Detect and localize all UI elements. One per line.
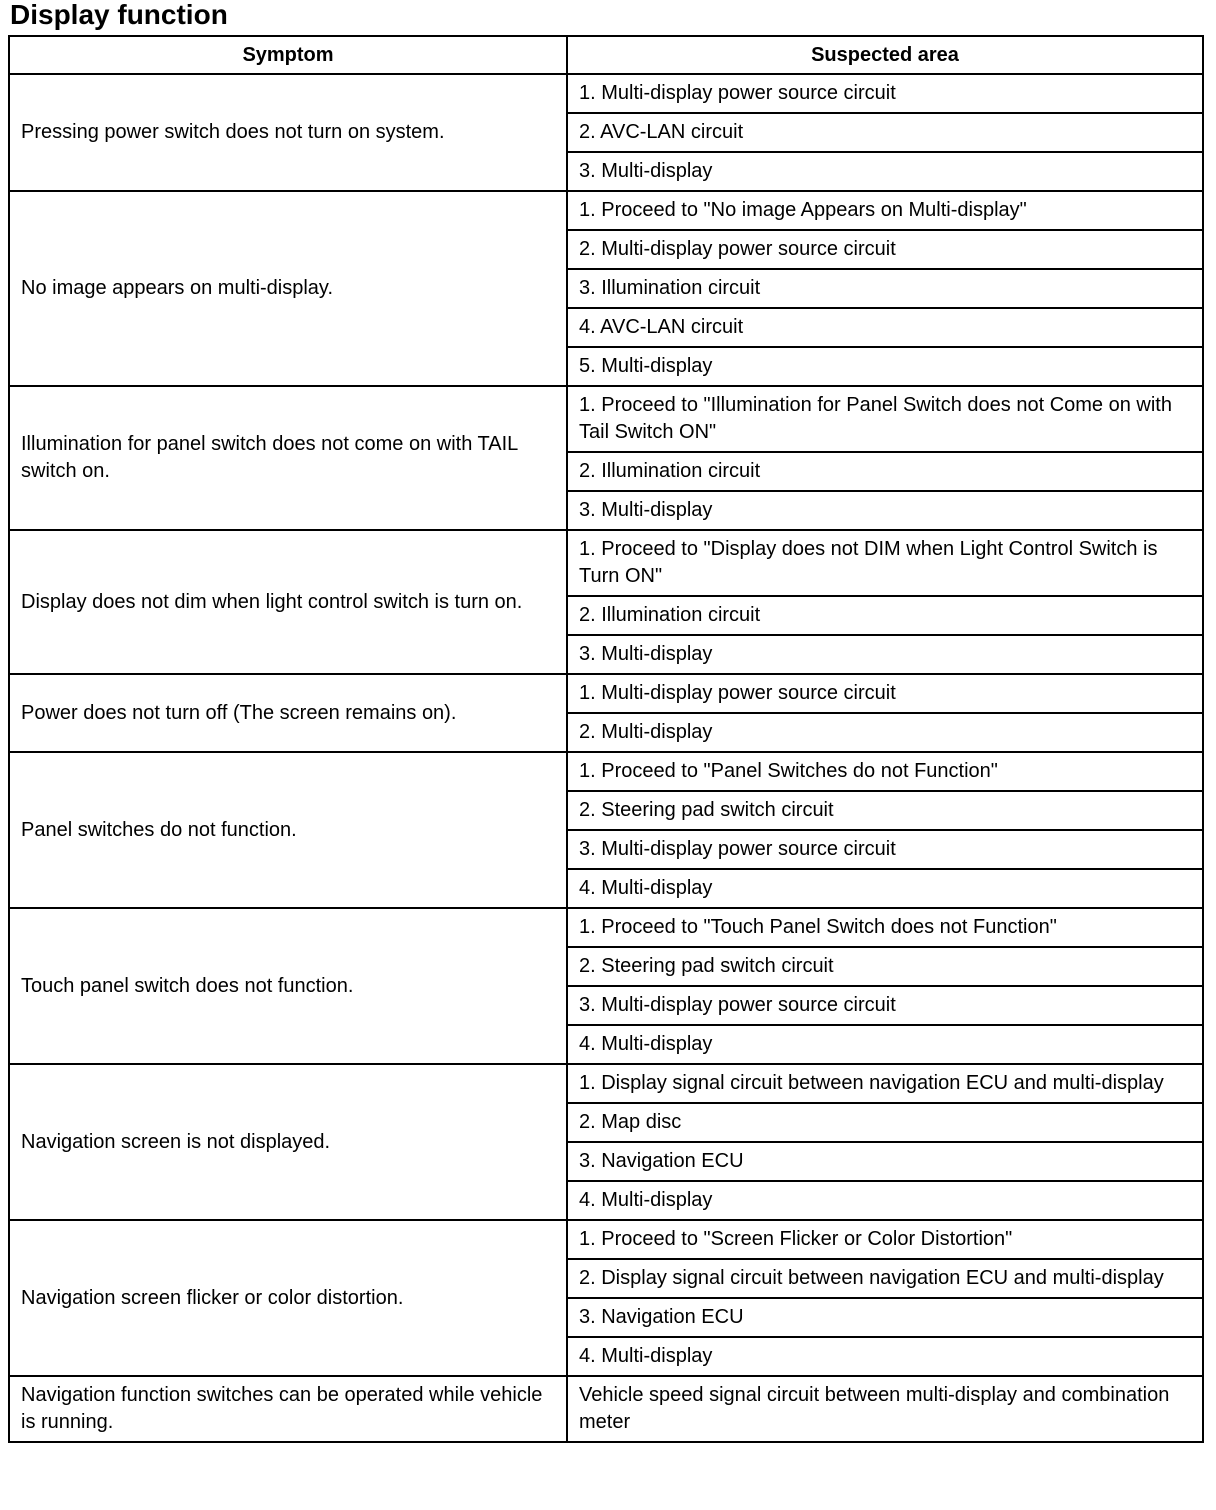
table-body: [9, 74, 1203, 1442]
symptom-cell: Touch panel switch does not function.: [9, 908, 567, 1064]
suspected-area-cell: 1. Proceed to "Touch Panel Switch does not Function": [567, 908, 1203, 947]
suspected-area-column-header: Suspected area: [567, 36, 1203, 74]
suspected-area-cell: 3. Multi-display: [567, 491, 1203, 530]
suspected-area-cell: 1. Proceed to "No image Appears on Multi-display": [567, 191, 1203, 230]
symptom-cell: Navigation screen flicker or color distortion.: [9, 1220, 567, 1376]
suspected-area-cell: 2. Display signal circuit between navigation ECU and multi-display: [567, 1259, 1203, 1298]
table-row: [9, 386, 1203, 452]
suspected-area-cell: 2. Steering pad switch circuit: [567, 791, 1203, 830]
suspected-area-cell: 4. Multi-display: [567, 869, 1203, 908]
symptom-cell: Panel switches do not function.: [9, 752, 567, 908]
suspected-area-cell: 2. Multi-display: [567, 713, 1203, 752]
table-row: [9, 191, 1203, 230]
table-row: [9, 530, 1203, 596]
table-header-row: [9, 36, 1203, 74]
suspected-area-cell: 3. Multi-display: [567, 152, 1203, 191]
suspected-area-cell: 3. Navigation ECU: [567, 1298, 1203, 1337]
suspected-area-cell: 2. Illumination circuit: [567, 596, 1203, 635]
suspected-area-cell: 5. Multi-display: [567, 347, 1203, 386]
suspected-area-cell: 2. Steering pad switch circuit: [567, 947, 1203, 986]
suspected-area-cell: 1. Multi-display power source circuit: [567, 74, 1203, 113]
table-row: [9, 674, 1203, 713]
suspected-area-cell: 1. Proceed to "Display does not DIM when Light Control Switch is Turn ON": [567, 530, 1203, 596]
suspected-area-cell: 4. Multi-display: [567, 1025, 1203, 1064]
suspected-area-cell: 3. Navigation ECU: [567, 1142, 1203, 1181]
suspected-area-cell: 1. Proceed to "Screen Flicker or Color Distortion": [567, 1220, 1203, 1259]
symptom-table: [8, 35, 1204, 1443]
symptom-cell: Navigation screen is not displayed.: [9, 1064, 567, 1220]
suspected-area-cell: 4. Multi-display: [567, 1337, 1203, 1376]
table-row: [9, 74, 1203, 113]
suspected-area-cell: 4. AVC-LAN circuit: [567, 308, 1203, 347]
suspected-area-cell: 2. AVC-LAN circuit: [567, 113, 1203, 152]
table-row: [9, 1064, 1203, 1103]
symptom-cell: Pressing power switch does not turn on system.: [9, 74, 567, 191]
table-row: [9, 908, 1203, 947]
symptom-cell: Display does not dim when light control switch is turn on.: [9, 530, 567, 674]
symptom-cell: No image appears on multi-display.: [9, 191, 567, 386]
suspected-area-cell: 2. Illumination circuit: [567, 452, 1203, 491]
symptom-cell: Navigation function switches can be operated while vehicle is running.: [9, 1376, 567, 1442]
suspected-area-cell: 3. Multi-display power source circuit: [567, 986, 1203, 1025]
table-row: [9, 1220, 1203, 1259]
table-row: [9, 752, 1203, 791]
suspected-area-cell: 3. Multi-display power source circuit: [567, 830, 1203, 869]
suspected-area-cell: 1. Proceed to "Panel Switches do not Function": [567, 752, 1203, 791]
suspected-area-cell: 4. Multi-display: [567, 1181, 1203, 1220]
symptom-column-header: Symptom: [9, 36, 567, 74]
suspected-area-cell: 2. Map disc: [567, 1103, 1203, 1142]
symptom-cell: Illumination for panel switch does not come on with TAIL switch on.: [9, 386, 567, 530]
suspected-area-cell: 1. Multi-display power source circuit: [567, 674, 1203, 713]
page-title: Display function: [10, 0, 228, 30]
suspected-area-cell: 1. Display signal circuit between navigation ECU and multi-display: [567, 1064, 1203, 1103]
table-row: [9, 1376, 1203, 1442]
suspected-area-cell: 1. Proceed to "Illumination for Panel Switch does not Come on with Tail Switch ON": [567, 386, 1203, 452]
suspected-area-cell: Vehicle speed signal circuit between multi-display and combination meter: [567, 1376, 1203, 1442]
suspected-area-cell: 2. Multi-display power source circuit: [567, 230, 1203, 269]
suspected-area-cell: 3. Illumination circuit: [567, 269, 1203, 308]
suspected-area-cell: 3. Multi-display: [567, 635, 1203, 674]
symptom-cell: Power does not turn off (The screen remains on).: [9, 674, 567, 752]
